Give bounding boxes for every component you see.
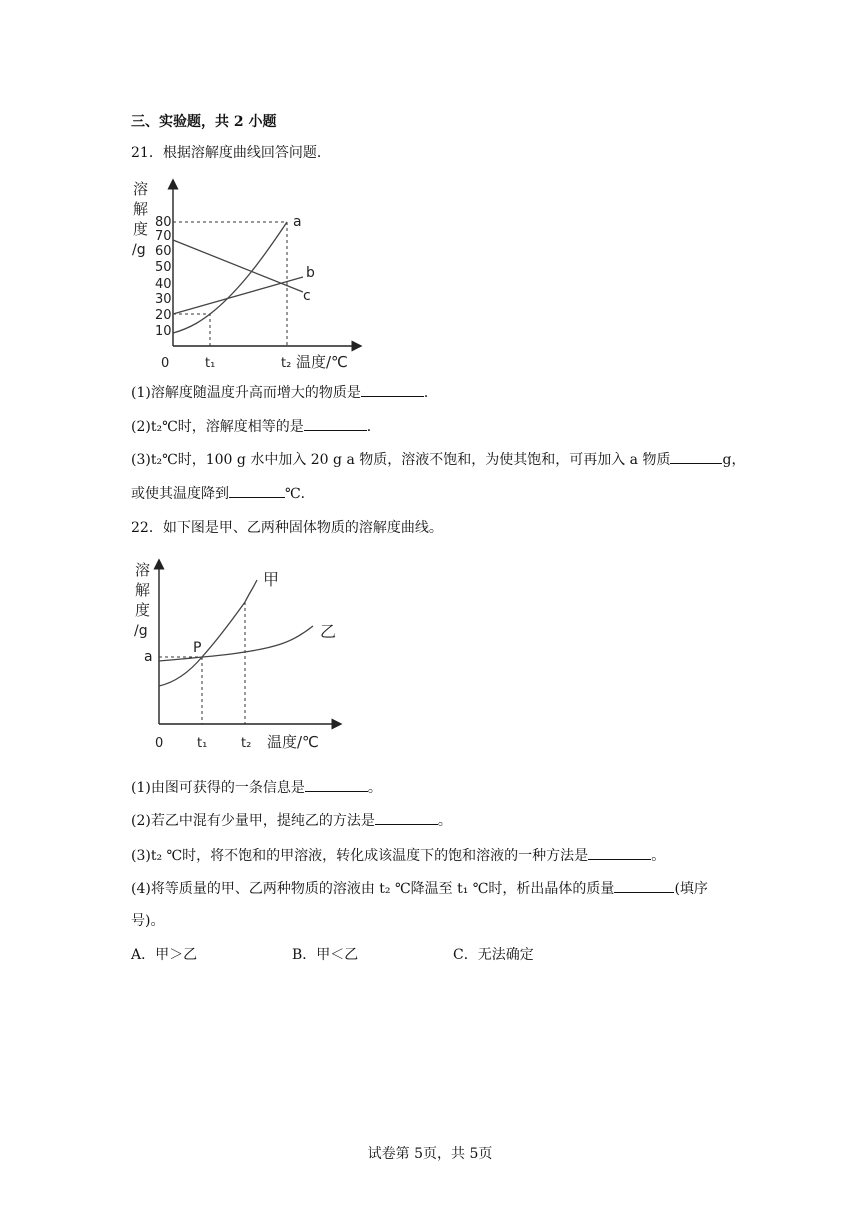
q22-sub1-blank[interactable]	[305, 777, 368, 792]
q21-sub3-line2	[131, 483, 315, 504]
q21-sub3-blank-mass[interactable]	[670, 449, 722, 464]
q21-sub3-unit2: ℃．	[285, 486, 315, 502]
q21-sub1	[131, 382, 438, 403]
q22-origin: 0	[155, 736, 164, 751]
q21-x-tick-t2: t₂	[281, 356, 292, 371]
q22-sub4-line2: 号)。	[131, 913, 165, 929]
q22-x-tick-t1: t₁	[197, 736, 208, 751]
q21-guide-80	[173, 222, 287, 346]
q22-sub3-end: 。	[651, 848, 666, 864]
q22-option-a[interactable]: A．甲＞乙	[131, 947, 198, 963]
q22-solubility-figure	[131, 558, 351, 754]
q21-sub3-text: (3)t₂℃时，100 g 水中加入 20 g a 物质，溶液不饱和，为使其饱和，可再加入 a 物质	[131, 452, 671, 468]
q21-solubility-graph	[131, 178, 371, 378]
q21-guide-20	[173, 314, 210, 346]
q21-sub1-end: ．	[423, 385, 438, 401]
q21-sub3-line1	[131, 449, 745, 470]
q22-sub4-tail: (填序	[674, 881, 708, 897]
q21-sub3-blank-temp[interactable]	[229, 483, 285, 498]
q21-sub2	[131, 416, 381, 437]
q22-sub2-blank[interactable]	[375, 810, 438, 825]
q22-y-label-2: 解	[135, 581, 151, 599]
q21-x-tick-t1: t₁	[205, 356, 216, 371]
q21-y-label-4: /g	[132, 242, 146, 258]
q21-y-label-3: 度	[133, 220, 149, 238]
q22-y-label-3: 度	[135, 601, 151, 619]
q21-x-label: 温度/℃	[296, 353, 348, 371]
q21-sub3-text2: 或使其温度降到	[131, 486, 229, 502]
q21-sub2-end: ．	[366, 419, 381, 435]
q21-sub1-blank[interactable]	[361, 382, 424, 397]
q22-y-label-4: /g	[134, 623, 148, 639]
q21-sub2-blank[interactable]	[304, 416, 367, 431]
q21-label-b: b	[306, 265, 315, 281]
q21-curve-c	[173, 240, 303, 292]
q21-stem: 21．根据溶解度曲线回答问题．	[131, 145, 331, 161]
q21-solubility-figure	[131, 178, 371, 378]
q22-stem: 22．如下图是甲、乙两种固体物质的溶解度曲线。	[131, 520, 443, 536]
q22-sub4-text: (4)将等质量的甲、乙两种物质的溶液由 t₂ ℃降温至 t₁ ℃时，析出晶体的质量	[131, 881, 615, 897]
section-title: 三、实验题，共 2 小题	[131, 114, 277, 130]
q22-sub2-end: 。	[437, 813, 452, 829]
q22-x-tick-t2: t₂	[241, 736, 252, 751]
q22-label-yi: 乙	[320, 622, 337, 641]
q21-curve-b	[173, 277, 303, 314]
q22-option-b[interactable]: B．甲＜乙	[292, 947, 359, 963]
q22-sub1	[131, 777, 382, 798]
q21-y-tick-50: 50	[155, 260, 172, 275]
q21-origin: 0	[161, 356, 170, 371]
q21-sub2-text: (2)t₂℃时，溶解度相等的是	[131, 419, 304, 435]
q21-y-tick-20: 20	[155, 308, 172, 323]
q21-y-tick-60: 60	[155, 244, 172, 259]
q22-sub1-text: (1)由图可获得的一条信息是	[131, 780, 305, 796]
q22-sub1-end: 。	[367, 780, 382, 796]
q22-label-jia: 甲	[263, 570, 280, 589]
q22-sub2	[131, 810, 452, 831]
q21-sub3-unit: g，	[722, 452, 746, 468]
q22-solubility-graph	[131, 558, 351, 754]
q21-y-tick-30: 30	[155, 292, 172, 307]
q21-y-tick-70: 70	[155, 229, 172, 244]
q22-curve-jia	[159, 580, 257, 686]
q21-y-tick-10: 10	[155, 324, 172, 339]
q22-sub2-text: (2)若乙中混有少量甲，提纯乙的方法是	[131, 813, 375, 829]
q22-sub3-text: (3)t₂ ℃时，将不饱和的甲溶液，转化成该温度下的饱和溶液的一种方法是	[131, 848, 589, 864]
q21-y-tick-80: 80	[155, 215, 172, 230]
q22-y-label-1: 溶	[135, 561, 151, 579]
q21-curve-a	[173, 222, 287, 333]
q22-option-c[interactable]: C．无法确定	[453, 947, 534, 963]
q21-label-c: c	[303, 288, 311, 304]
q21-y-label-2: 解	[133, 200, 149, 218]
q22-sub4-blank[interactable]	[614, 878, 674, 893]
q22-y-tick-a: a	[144, 649, 153, 665]
q21-y-label-1: 溶	[133, 180, 149, 198]
q22-point-p: P	[193, 640, 202, 656]
q21-y-tick-40: 40	[155, 277, 172, 292]
q22-sub3	[131, 845, 665, 866]
q22-sub4-line1	[131, 878, 708, 899]
q21-sub1-text: (1)溶解度随温度升高而增大的物质是	[131, 385, 361, 401]
q22-x-label: 温度/℃	[267, 733, 319, 751]
q21-label-a: a	[293, 214, 302, 230]
q22-curve-yi	[159, 626, 313, 661]
page-footer: 试卷第 5页，共 5页	[367, 1146, 493, 1162]
q22-sub3-blank[interactable]	[588, 845, 651, 860]
